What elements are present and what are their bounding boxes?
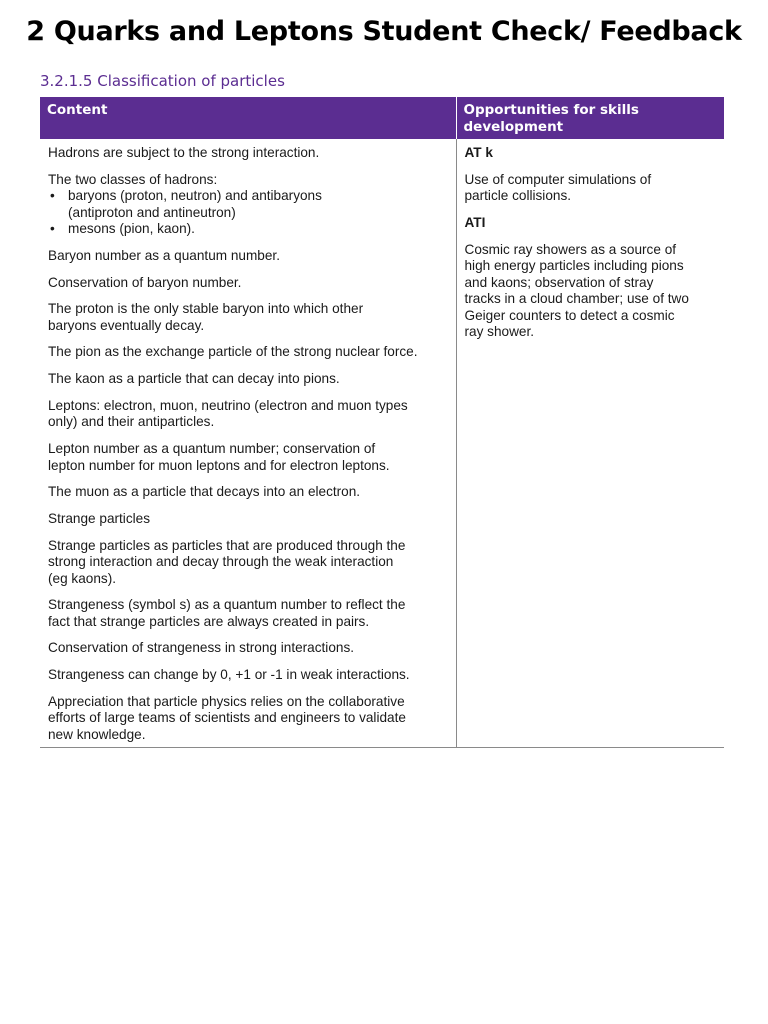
content-line: The kaon as a particle that can decay into pions.: [48, 371, 340, 387]
hadron-classes-block: [48, 172, 448, 238]
content-line: efforts of large teams of scientists and engineers to validate: [48, 710, 406, 726]
content-paragraph: [48, 640, 448, 657]
at-k-heading: AT k: [464, 145, 493, 160]
content-paragraph: [48, 441, 448, 474]
bullet-icon: •: [50, 188, 55, 204]
content-paragraph: [48, 275, 448, 292]
at-k-text: [465, 172, 717, 205]
content-paragraphs: [48, 248, 448, 743]
content-line: Baryon number as a quantum number.: [48, 247, 280, 263]
list-item-line: baryons (proton, neutron) and antibaryons: [68, 188, 322, 204]
section-heading: 3.2.1.5 Classification of particles: [40, 72, 285, 90]
content-column-header: [40, 97, 456, 139]
content-line: lepton number for muon leptons and for electron leptons.: [48, 457, 390, 473]
skills-header-line: Opportunities for skills: [463, 102, 639, 118]
content-paragraph: [48, 597, 448, 630]
content-line: ray shower.: [464, 324, 535, 340]
list-item-line: (antiproton and antineutron): [68, 204, 236, 220]
hadron-classes-list: [48, 188, 448, 238]
content-line: Strangeness can change by 0, +1 or -1 in weak interactions.: [48, 667, 410, 683]
content-header-label: Content: [47, 102, 108, 118]
content-line: Conservation of strangeness in strong interactions.: [48, 640, 355, 656]
content-line: new knowledge.: [48, 726, 146, 742]
content-line: Cosmic ray showers as a source of: [464, 241, 677, 257]
table-header-row: [40, 97, 724, 139]
content-line: Conservation of baryon number.: [48, 274, 242, 290]
content-line: The pion as the exchange particle of the strong nuclear force.: [48, 344, 418, 360]
content-paragraph: [48, 344, 448, 361]
content-line: The muon as a particle that decays into an electron.: [48, 484, 361, 500]
list-item: [48, 188, 448, 221]
content-line: Use of computer simulations of: [464, 171, 652, 187]
content-line: Lepton number as a quantum number; conservation of: [48, 441, 376, 456]
content-paragraph: [48, 538, 448, 588]
skills-cell: [456, 139, 724, 748]
content-line: fact that strange particles are always created in pairs.: [48, 613, 370, 629]
content-line: (eg kaons).: [48, 570, 117, 586]
content-line: only) and their antiparticles.: [48, 414, 215, 430]
content-line: Hadrons are subject to the strong interaction.: [48, 145, 320, 160]
content-line: Strangeness (symbol s) as a quantum number to reflect the: [48, 597, 406, 613]
content-paragraph: [48, 145, 448, 162]
table-row: [40, 139, 724, 748]
content-line: particle collisions.: [464, 188, 572, 204]
bullet-icon: •: [50, 221, 55, 237]
content-cell: [40, 139, 456, 748]
list-item-line: mesons (pion, kaon).: [68, 221, 195, 237]
content-line: and kaons; observation of stray: [464, 274, 654, 290]
content-paragraph: [48, 301, 448, 334]
content-paragraph: [48, 398, 448, 431]
content-paragraph: [48, 484, 448, 501]
content-line: baryons eventually decay.: [48, 317, 205, 333]
content-line: high energy particles including pions: [464, 258, 684, 274]
list-item: [48, 221, 448, 238]
content-line: Strange particles: [48, 510, 151, 526]
content-line: The two classes of hadrons:: [48, 171, 218, 187]
content-line: Geiger counters to detect a cosmic: [464, 307, 675, 323]
specification-table: [40, 97, 724, 748]
content-paragraph: [48, 694, 448, 744]
content-line: strong interaction and decay through the weak interaction: [48, 554, 394, 570]
skills-header-line: development: [463, 119, 564, 135]
content-line: Appreciation that particle physics relies on the collaborative: [48, 693, 405, 709]
page-title: 2 Quarks and Leptons Student Check/ Feedback: [26, 16, 742, 47]
skills-column-header: [456, 97, 724, 139]
content-paragraph: [48, 511, 448, 528]
content-line: Leptons: electron, muon, neutrino (electron and muon types: [48, 397, 408, 413]
ati-heading: ATI: [464, 214, 486, 230]
content-line: The proton is the only stable baryon into which other: [48, 301, 364, 317]
content-paragraph: [48, 371, 448, 388]
content-line: tracks in a cloud chamber; use of two: [464, 291, 689, 307]
content-line: Strange particles as particles that are produced through the: [48, 537, 406, 553]
ati-text: [465, 242, 717, 341]
content-paragraph: [48, 667, 448, 684]
content-paragraph: [48, 248, 448, 265]
